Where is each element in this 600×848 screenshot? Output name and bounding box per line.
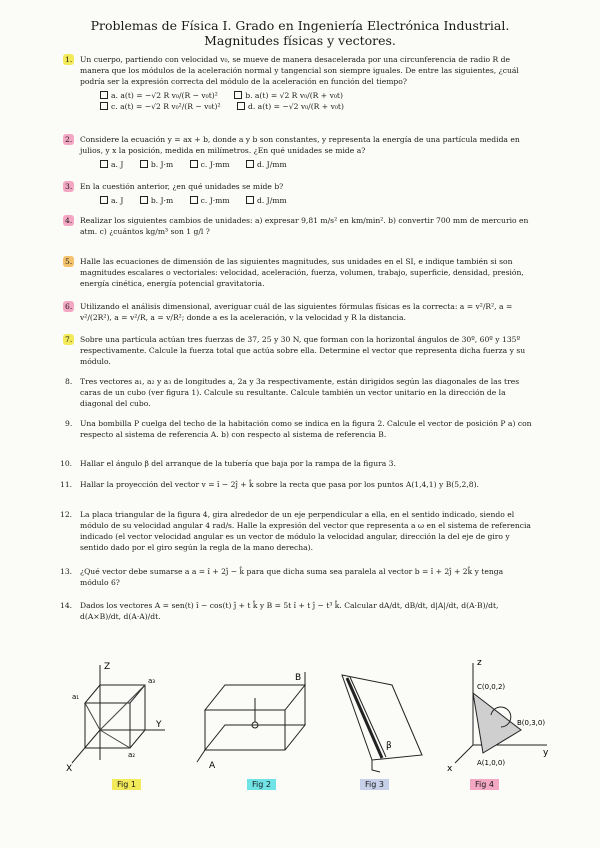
problem-11 [60, 479, 532, 490]
y-axis-label: y [543, 748, 549, 758]
answer-options [100, 159, 532, 170]
problem-14 [60, 600, 532, 622]
option-d: d. J/mm [256, 160, 287, 169]
option-d: d. a(t) = −√2 v₀/(R + v₀t) [247, 102, 344, 111]
x-axis-label: x [447, 764, 453, 774]
figure-4-label: Fig 4 [470, 779, 499, 790]
document-title [0, 18, 600, 48]
problem-4 [65, 215, 532, 237]
figure-4-plate [443, 655, 553, 775]
pipe [347, 678, 382, 758]
vector-a1-line [85, 703, 100, 730]
checkbox[interactable] [140, 160, 148, 168]
checkbox[interactable] [100, 160, 108, 168]
problem-text: Tres vectores a₁, a₂ y a₃ de longitudes a, 2a y 3a respectivamente, están dirigidos según las diagonales de las tres caras de un cubo (ver figura 1). Calcule su resultante. Calcule también un vector unitario en la dirección de la diagonal del cubo. [80, 377, 520, 408]
x-axis-line [455, 745, 473, 763]
problem-text: Realizar los siguientes cambios de unidades: a) expresar 9,81 m/s² en km/min². b) convertir 700 mm de mercurio en atm. c) ¿cuántos kg/m³ son 1 g/l ? [80, 216, 529, 236]
problem-number: 7. [65, 335, 73, 344]
checkbox[interactable] [140, 196, 148, 204]
option-b: b. a(t) = √2 R v₀/(R + v₀t) [245, 91, 343, 100]
problem-text: ¿Qué vector debe sumarse a a = î + 2ĵ − k̂ para que dicha suma sea paralela al vector b = î + 2ĵ + 2k̂ y tenga módulo 6? [80, 567, 504, 587]
problem-13 [60, 566, 532, 588]
option-d: d. J/mm [256, 196, 287, 205]
checkbox[interactable] [246, 160, 254, 168]
vector-a3-line [100, 685, 145, 730]
problem-12 [60, 509, 532, 553]
option-a: a. J [111, 160, 124, 169]
title-line-1: Problemas de Física I. Grado en Ingeniería Electrónica Industrial. [90, 18, 510, 33]
problem-10 [60, 458, 532, 469]
checkbox[interactable] [234, 91, 242, 99]
room-floor [205, 725, 305, 750]
answer-options [100, 101, 532, 112]
option-c: c. J·mm [200, 196, 230, 205]
figure-1-label: Fig 1 [112, 779, 141, 790]
point-b-label: B [295, 673, 302, 683]
problem-1 [65, 54, 532, 112]
problem-text: Halle las ecuaciones de dimensión de las siguientes magnitudes, sus unidades en el SI, e indique también si son magnitudes escalares o vectoriales: velocidad, aceleración, fuerza, volumen, trabajo, superficie, densidad, presión, energía cinética, energía potencial gravitatoria. [80, 257, 524, 288]
problem-text: Hallar la proyección del vector v = î − 2ĵ + k̂ sobre la recta que pasa por los puntos A(1,4,1) y B(5,2,8). [80, 480, 479, 489]
vector-a2-line [100, 730, 130, 748]
vector-a3-label: a₃ [148, 677, 156, 685]
problem-text: La placa triangular de la figura 4, gira alrededor de un eje perpendicular a ella, en el sentido indicado, siendo el módulo de su velocidad angular 4 rad/s. Halle la expresión del vector que representa a ω en el sistema de referencia indicado (el vector velocidad angular es un vector de módulo la velocidad angular, dirección la del eje de giro y sentido dado por el giro según la regla de la mano derecha). [80, 510, 531, 552]
problem-number: 6. [65, 302, 73, 311]
problem-number: 4. [65, 216, 73, 225]
problem-number: 5. [65, 257, 73, 266]
vector-a2-label: a₂ [128, 751, 136, 759]
problem-number: 10. [60, 459, 73, 468]
problem-number: 2. [65, 135, 73, 144]
figure-1-cube [60, 655, 170, 775]
z-axis-label: Z [104, 662, 111, 672]
problem-9 [65, 418, 532, 440]
problem-text: Dados los vectores A = sen(t) î − cos(t) ĵ + t k̂ y B = 5t î + t ĵ − t³ k̂. Calcular dA/dt, dB/dt, d|A|/dt, d(A·B)/dt, d(A×B)/dt, d(A·A)/dt. [80, 601, 499, 621]
point-b-label: B(0,3,0) [517, 719, 546, 727]
x-axis-label: X [66, 764, 73, 774]
problem-number: 1. [65, 55, 73, 64]
checkbox[interactable] [100, 102, 108, 110]
problem-number: 12. [60, 510, 73, 519]
figure-2-room [195, 670, 315, 780]
cube-front-edge [85, 703, 145, 748]
answer-options [100, 90, 532, 101]
option-c: c. a(t) = −√2 R v₀²/(R − v₀t)² [111, 102, 221, 111]
checkbox[interactable] [237, 102, 245, 110]
option-a: a. a(t) = −√2 R v₀/(R − v₀t)² [111, 91, 218, 100]
vector-a1-label: a₁ [72, 693, 80, 701]
problem-text: En la cuestión anterior, ¿en qué unidades se mide b? [80, 182, 284, 191]
answer-options [100, 195, 532, 206]
problem-number: 3. [65, 182, 73, 191]
problem-7 [65, 334, 532, 367]
figure-3-ramp [332, 660, 432, 775]
problem-3 [65, 181, 532, 206]
option-b: b. J·m [150, 160, 174, 169]
checkbox[interactable] [190, 196, 198, 204]
problem-text: Un cuerpo, partiendo con velocidad v₀, se mueve de manera desacelerada por una circunferencia de radio R de manera que los módulos de la aceleración normal y tangencial son siempre iguales. De entre las siguientes, ¿cuál podría ser la expresión correcta del módulo de la aceleración en función del tiempo? [80, 55, 519, 86]
problem-number: 8. [65, 377, 73, 386]
checkbox[interactable] [100, 91, 108, 99]
problem-number: 14. [60, 601, 73, 610]
figures-row [60, 655, 550, 805]
problem-number: 9. [65, 419, 73, 428]
option-a: a. J [111, 196, 124, 205]
problem-number: 13. [60, 567, 73, 576]
problem-8 [65, 376, 532, 409]
checkbox[interactable] [190, 160, 198, 168]
problem-text: Hallar el ángulo β del arranque de la tubería que baja por la rampa de la figura 3. [80, 459, 396, 468]
axis-line [197, 750, 205, 762]
pipe-outlet [372, 760, 380, 772]
point-c-label: C(0,0,2) [477, 683, 506, 691]
title-line-2: Magnitudes físicas y vectores. [204, 33, 396, 48]
problem-text: Utilizando el análisis dimensional, averiguar cuál de las siguientes fórmulas físicas es la correcta: a = v²/R², a = v²/(2R²), a = v²/R, a = v/R²; donde a es la aceleración, v la velocidad y R la distancia. [80, 302, 513, 322]
problem-5 [65, 256, 532, 289]
z-axis-label: z [477, 658, 482, 668]
pipe-edge [350, 677, 386, 757]
problem-text: Una bombilla P cuelga del techo de la habitación como se indica en la figura 2. Calcule el vector de posición P a) con respecto al sistema de referencia A. b) con respecto al sistema de referencia B. [80, 419, 532, 439]
checkbox[interactable] [246, 196, 254, 204]
problem-text: Considere la ecuación y = ax + b, donde a y b son constantes, y representa la energía de una partícula medida en julios, y x la posición, medida en milímetros. ¿En qué unidades se mide a? [80, 135, 520, 155]
problem-number: 11. [60, 480, 73, 489]
problem-text: Sobre una partícula actúan tres fuerzas de 37, 25 y 30 N, que forman con la horizontal ángulos de 30º, 60º y 135º respectivamente. Calcule la fuerza total que actúa sobre ella. Determine el vector que representa dicha fuerza y su módulo. [80, 335, 526, 366]
option-b: b. J·m [150, 196, 174, 205]
point-a-label: A(1,0,0) [477, 759, 506, 767]
angle-beta-label: β [386, 741, 392, 751]
triangular-plate [473, 693, 521, 753]
problem-2 [65, 134, 532, 170]
option-c: c. J·mm [200, 160, 230, 169]
figure-3-label: Fig 3 [360, 779, 389, 790]
problem-6 [65, 301, 532, 323]
y-axis-label: Y [156, 720, 162, 730]
point-a-label: A [209, 761, 216, 771]
checkbox[interactable] [100, 196, 108, 204]
x-axis-line [72, 730, 100, 763]
figure-2-label: Fig 2 [247, 779, 276, 790]
